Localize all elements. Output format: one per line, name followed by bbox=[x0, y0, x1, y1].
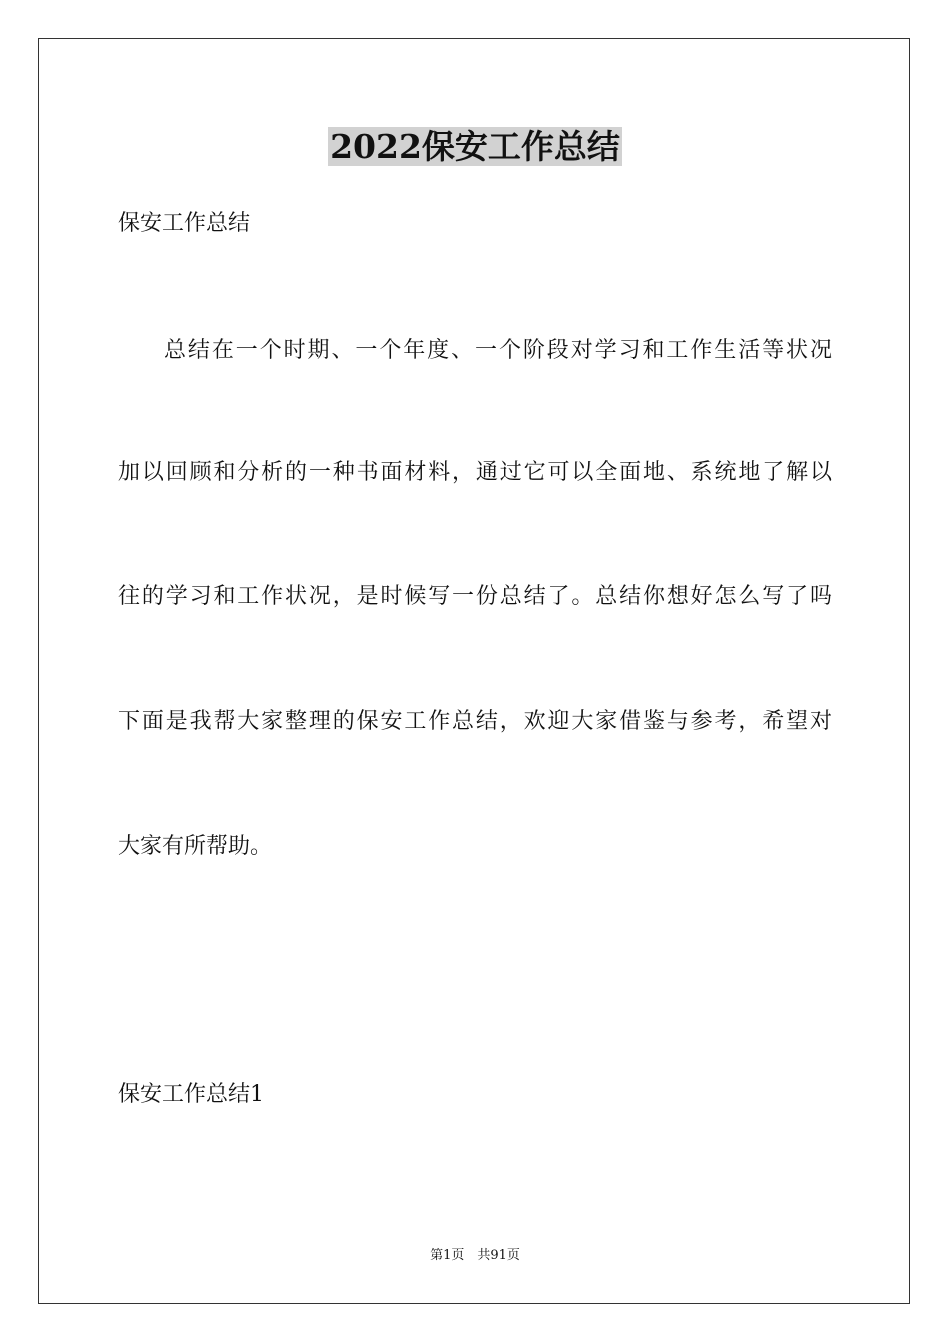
section-heading: 保安工作总结1 bbox=[118, 1082, 264, 1107]
document-title bbox=[0, 124, 950, 170]
intro-line-5: 大家有所帮助。 bbox=[118, 834, 273, 859]
document-subtitle: 保安工作总结 bbox=[118, 211, 251, 236]
intro-line-2: 加以回顾和分析的一种书面材料，通过它可以全面地、系统地了解以 bbox=[118, 460, 832, 485]
intro-line-3: 往的学习和工作状况，是时候写一份总结了。总结你想好怎么写了吗 bbox=[118, 584, 832, 609]
intro-line-4: 下面是我帮大家整理的保安工作总结，欢迎大家借鉴与参考，希望对 bbox=[118, 709, 832, 734]
intro-line-1: 总结在一个时期、一个年度、一个阶段对学习和工作生活等状况 bbox=[164, 338, 832, 363]
document-title-text: 2022保安工作总结 bbox=[330, 127, 620, 166]
page-footer: 第1页 共91页 bbox=[430, 1248, 520, 1263]
